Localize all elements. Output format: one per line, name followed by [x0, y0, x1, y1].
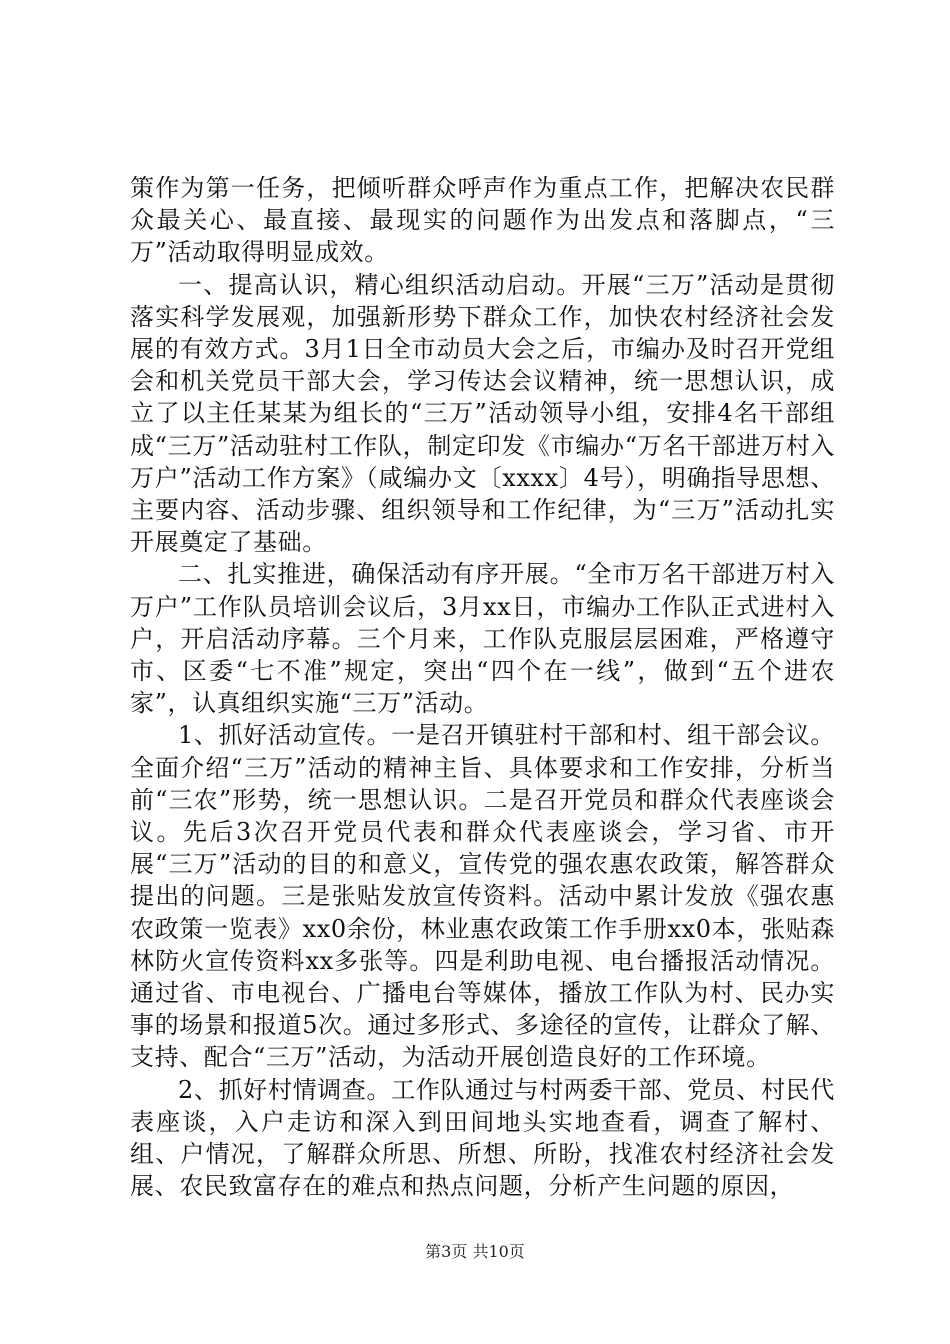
paragraph-3: 二、扎实推进，确保活动有序开展。“全市万名干部进万村入万户”工作队员培训会议后，3月xx日，市编办工作队正式进村入户，开启活动序幕。三个月来，工作队克服层层困难，严格遵守市、区委“七不准”规定，突出“四个在一线”，做到“五个进农家”，认真组织实施“三万”活动。 [130, 560, 835, 718]
paragraph-4: 1、抓好活动宣传。一是召开镇驻村干部和村、组干部会议。全面介绍“三万”活动的精神主旨、具体要求和工作安排，分析当前“三农”形势，统一思想认识。二是召开党员和群众代表座谈会议。先后3次召开党员代表和群众代表座谈会，学习省、市开展“三万”活动的目的和意义，宣传党的强农惠农政策，解答群众提出的问题。三是张贴发放宣传资料。活动中累计发放《强农惠农政策一览表》xx0余份，林业惠农政策工作手册xx0本，张贴森林防火宣传资料xx多张等。四是利助电视、电台播报活动情况。通过省、市电视台、广播电台等媒体，播放工作队为村、民办实事的场景和报道5次。通过多形式、多途径的宣传，让群众了解、支持、配合“三万”活动，为活动开展创造良好的工作环境。 [130, 721, 835, 1072]
paragraph-5: 2、抓好村情调查。工作队通过与村两委干部、党员、村民代表座谈，入户走访和深入到田间地头实地查看，调查了解村、组、户情况，了解群众所思、所想、所盼，找准农村经济社会发展、农民致富存在的难点和热点问题，分析产生问题的原因， [130, 1075, 835, 1201]
paragraph-2: 一、提高认识，精心组织活动启动。开展“三万”活动是贯彻落实科学发展观，加强新形势下群众工作，加快农村经济社会发展的有效方式。3月1日全市动员大会之后，市编办及时召开党组会和机关党员干部大会，学习传达会议精神，统一思想认识，成立了以主任某某为组长的“三万”活动领导小组，安排4名干部组成“三万”活动驻村工作队，制定印发《市编办“万名干部进万村入万户”活动工作方案》（咸编办文〔xxxx〕4号），明确指导思想、主要内容、活动步骤、组织领导和工作纪律，为“三万”活动扎实开展奠定了基础。 [130, 270, 835, 557]
page-footer: 第3页 共10页 [425, 1242, 525, 1261]
document-body [130, 172, 835, 1203]
paragraph-1: 策作为第一任务，把倾听群众呼声作为重点工作，把解决农民群众最关心、最直接、最现实的问题作为出发点和落脚点，“三万”活动取得明显成效。 [130, 174, 835, 267]
